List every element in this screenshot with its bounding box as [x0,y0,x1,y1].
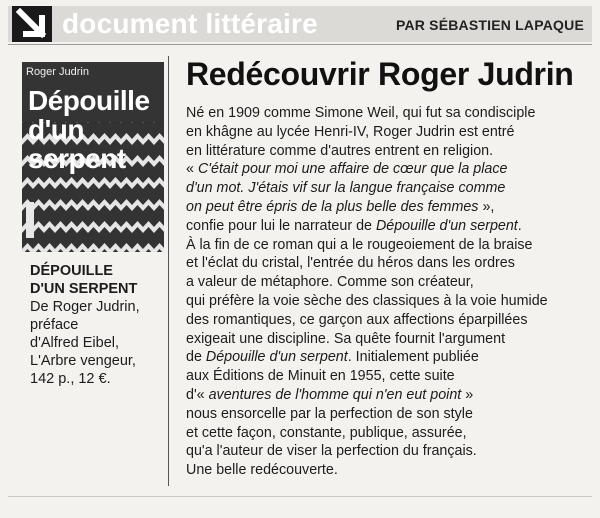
text-run: Une belle redécouverte. [186,462,338,479]
text-run: « [186,161,198,178]
book-info [30,262,168,388]
article-headline: Redécouvrir Roger Judrin [186,56,574,92]
text-run: Né en 1909 comme Simone Weil, qui fut sa condisciple [186,105,536,121]
text-run: en littérature comme d'autres entrent en religion. [186,142,494,159]
article-line [186,236,582,255]
article-line [186,142,582,161]
text-run: À la fin de ce roman qui a le rougeoiement de la braise [186,236,533,253]
article-line [186,273,582,292]
text-run: confie pour lui le narrateur de [186,217,376,234]
book-info-line: d'Alfred Eibel, [30,335,120,351]
article-line [186,386,582,405]
book-info-line: L'Arbre vengeur, [30,353,136,369]
book-title: D'UN SERPENT [30,281,138,297]
cover-strip [26,202,34,238]
text-run: . Initialement publiée [347,349,479,366]
cover-title [28,86,150,173]
arrow-icon [12,6,52,42]
italic-text: C'était pour moi une affaire de cœur que la place [197,161,508,178]
text-run: » [461,386,474,403]
article-line [186,217,582,236]
text-run: . [517,217,522,234]
article-line [186,424,582,443]
book-title: DÉPOUILLE [30,263,113,279]
article-line [186,104,582,123]
column-divider [168,56,169,486]
book-info-line: 142 p., 12 €. [30,371,111,387]
cover-title-line: d'un [28,114,84,145]
article-line [186,292,582,311]
text-run: et l'éclat du cristal, l'entrée du héros dans les ordres [186,255,515,272]
article-line [186,348,582,367]
article-line [186,442,582,461]
article-body [186,104,582,480]
text-run: a valeur de métaphore. Comme son créateur, [186,274,474,291]
article-line [186,367,582,386]
article-line [186,311,582,330]
italic-text: d'un mot. J'étais vif sur la langue française comme [186,180,506,197]
text-run: nous ensorcelle par la perfection de son style [186,405,473,422]
article-line [186,179,582,198]
text-run: exigeait une discipline. Sa quête fournit l'argument [186,330,506,347]
cover-author: Roger Judrin [26,66,89,78]
book-cover [22,62,164,252]
text-run: qu'a l'auteur de viser la perfection du français. [186,443,477,460]
italic-text: Dépouille d'un serpent [375,217,518,234]
text-run: des romantiques, ce garçon aux affections éparpillées [186,311,528,328]
article-line [186,405,582,424]
text-run: d'« [186,386,209,403]
article-line [186,198,582,217]
article-line [186,330,582,349]
article-line [186,461,582,480]
text-run: qui préfère la voie sèche des classiques à la voie humide [186,292,548,309]
text-run: de [186,349,206,366]
header-divider [8,44,592,45]
book-info-line: De Roger Judrin, [30,299,140,315]
cover-title-line: Dépouille [28,85,150,116]
section-header [8,6,592,42]
byline: PAR SÉBASTIEN LAPAQUE [395,17,584,33]
text-run: et cette façon, constante, publique, assurée, [186,424,467,441]
section-title: document littéraire [62,8,318,39]
text-run: en khâgne au lycée Henri-IV, Roger Judrin est entré [186,123,515,140]
article-line [186,160,582,179]
text-run: », [478,198,495,215]
italic-text: Dépouille d'un serpent [205,349,348,366]
article-line [186,254,582,273]
cover-title-line: serpent [28,143,126,174]
book-info-line: préface [30,317,79,333]
text-run: aux Éditions de Minuit en 1955, cette suite [186,368,455,385]
italic-text: on peut être épris de la plus belle des femmes [186,198,479,215]
article-line [186,123,582,142]
bottom-divider [8,496,592,497]
italic-text: aventures de l'homme qui n'en eut point [208,386,462,403]
